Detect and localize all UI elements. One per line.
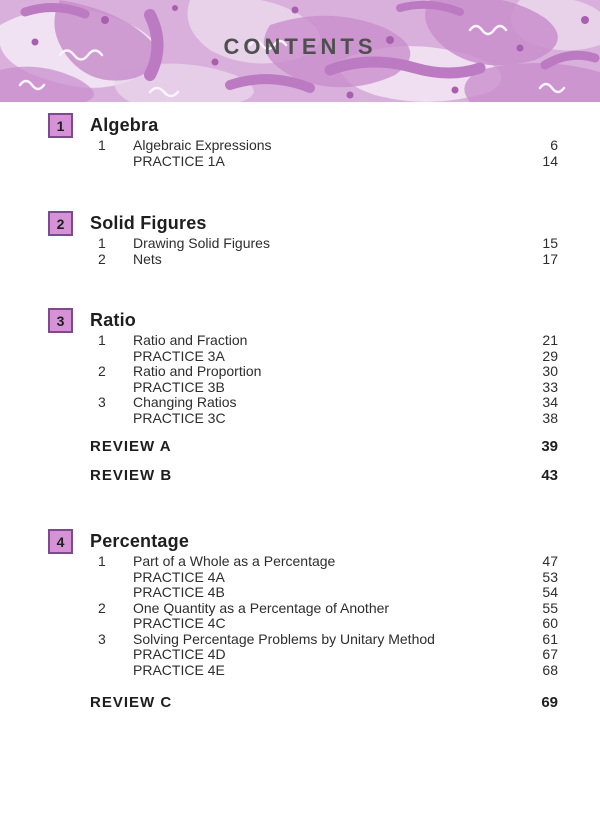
item-number: 1 [98, 553, 106, 569]
item-page-number: 29 [542, 347, 558, 364]
review-row-b [90, 467, 558, 484]
item-number [98, 663, 133, 679]
item-page-number: 17 [542, 250, 558, 267]
chapter-items [98, 554, 558, 678]
chapter-items [98, 333, 558, 426]
chapter-header [48, 529, 558, 554]
toc-row [98, 647, 558, 663]
chapter-section-percentage [48, 529, 558, 678]
contents-header [0, 0, 600, 102]
item-page-number: 68 [542, 661, 558, 678]
item-title: Ratio and Proportion [133, 363, 262, 379]
item-number [98, 380, 133, 396]
chapter-items [98, 236, 558, 267]
chapter-section-ratio [48, 308, 558, 426]
item-title: Changing Ratios [133, 394, 237, 410]
item-number: 1 [98, 235, 106, 251]
item-number [98, 349, 133, 365]
item-title: PRACTICE 1A [133, 152, 225, 169]
item-title: PRACTICE 4B [133, 584, 225, 600]
item-page-number: 34 [542, 394, 558, 410]
review-title: REVIEW C [90, 694, 173, 711]
item-page-number: 21 [542, 332, 558, 348]
item-number [98, 647, 133, 663]
chapter-header [48, 113, 558, 138]
item-title: Ratio and Fraction [133, 332, 248, 348]
chapter-title: Solid Figures [90, 213, 207, 233]
toc-row [98, 395, 558, 411]
chapter-number-badge: 2 [48, 211, 73, 236]
item-number [98, 570, 133, 586]
review-title: REVIEW A [90, 438, 172, 455]
chapter-number-badge: 4 [48, 529, 73, 554]
item-page-number: 30 [542, 363, 558, 379]
item-page-number: 6 [550, 137, 558, 153]
toc-row [98, 570, 558, 586]
item-title: PRACTICE 4D [133, 646, 226, 662]
item-page-number: 38 [542, 409, 558, 426]
item-number: 2 [98, 250, 106, 267]
toc-row [98, 333, 558, 349]
item-page-number: 15 [542, 235, 558, 251]
chapter-title: Ratio [90, 310, 136, 330]
item-title: PRACTICE 3A [133, 347, 225, 364]
item-title: Nets [133, 250, 162, 267]
item-page-number: 61 [542, 630, 558, 647]
item-number: 1 [98, 332, 106, 348]
item-title: PRACTICE 4E [133, 661, 225, 678]
toc-row [98, 138, 558, 154]
item-page-number: 33 [542, 378, 558, 395]
review-title: REVIEW B [90, 467, 173, 484]
item-number: 2 [98, 363, 106, 379]
item-page-number: 54 [542, 584, 558, 600]
item-number [98, 585, 133, 601]
toc-row [98, 663, 558, 679]
review-row-a [90, 438, 558, 455]
toc-row [98, 411, 558, 427]
chapter-title: Percentage [90, 531, 190, 551]
item-number: 3 [98, 630, 106, 647]
toc-row [98, 154, 558, 170]
item-title: Part of a Whole as a Percentage [133, 553, 336, 569]
chapter-header [48, 308, 558, 333]
item-title: PRACTICE 4A [133, 568, 225, 585]
review-row-c [90, 694, 558, 711]
item-title: Solving Percentage Problems by Unitary Method [133, 630, 435, 647]
toc-row [98, 585, 558, 601]
item-page-number: 53 [542, 568, 558, 585]
review-page-number: 43 [541, 467, 558, 484]
item-page-number: 60 [542, 615, 558, 631]
review-page-number: 39 [541, 438, 558, 455]
item-title: PRACTICE 3B [133, 378, 225, 395]
item-number [98, 616, 133, 632]
toc-row [98, 554, 558, 570]
toc-row [98, 616, 558, 632]
toc-row [98, 632, 558, 648]
item-title: Algebraic Expressions [133, 137, 272, 153]
toc-row [98, 252, 558, 268]
chapter-section-solid-figures [48, 211, 558, 267]
item-title: PRACTICE 3C [133, 409, 226, 426]
item-page-number: 14 [542, 152, 558, 169]
page-title: CONTENTS [223, 34, 377, 59]
item-number: 2 [98, 599, 106, 616]
item-number [98, 154, 133, 170]
item-number: 3 [98, 394, 106, 410]
item-page-number: 55 [542, 599, 558, 616]
toc-row [98, 364, 558, 380]
item-page-number: 67 [542, 646, 558, 662]
toc-row [98, 349, 558, 365]
review-page-number: 69 [541, 694, 558, 711]
item-title: Drawing Solid Figures [133, 235, 270, 251]
toc-row [98, 601, 558, 617]
item-number [98, 411, 133, 427]
chapter-items [98, 138, 558, 169]
item-number: 1 [98, 137, 106, 153]
chapter-section-algebra [48, 113, 558, 169]
chapter-header [48, 211, 558, 236]
toc-row [98, 380, 558, 396]
chapter-number-badge: 1 [48, 113, 73, 138]
item-page-number: 47 [542, 553, 558, 569]
chapter-number-badge: 3 [48, 308, 73, 333]
chapter-title: Algebra [90, 115, 159, 135]
toc-row [98, 236, 558, 252]
item-title: One Quantity as a Percentage of Another [133, 599, 390, 616]
item-title: PRACTICE 4C [133, 615, 226, 631]
